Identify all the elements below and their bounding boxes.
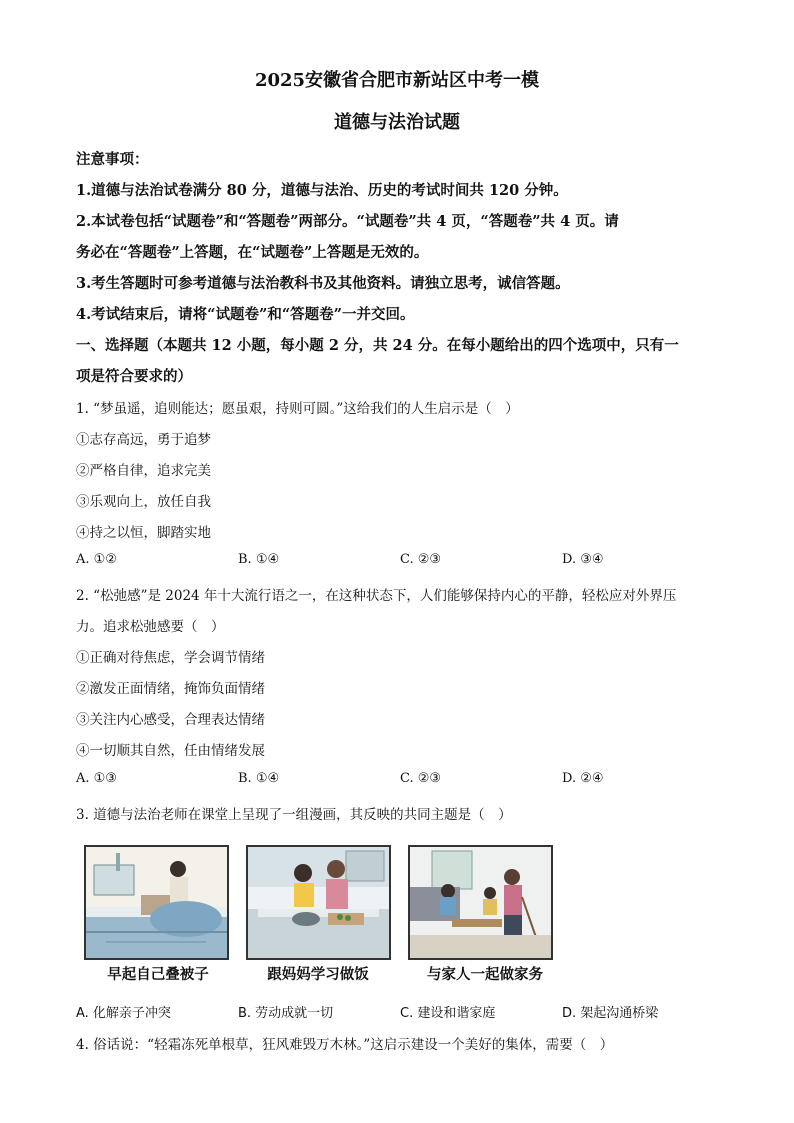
question-1-statement: ②严格自律，追求完美 — [76, 463, 211, 479]
question-2-option-a: A. ①③ — [76, 771, 117, 786]
question-3-option-a: A. 化解亲子冲突 — [76, 1006, 171, 1021]
section-heading: 一、选择题（本题共 12 小题，每小题 2 分，共 24 分。在每小题给出的四个选项中，只有一 — [76, 337, 679, 354]
question-2-option-b: B. ①④ — [238, 771, 280, 786]
notice-heading: 注意事项： — [76, 151, 149, 168]
notice-item: 2.本试卷包括“试题卷”和“答题卷”两部分。“试题卷”共 4 页，“答题卷”共 4 页。请 — [76, 213, 619, 230]
question-4-stem: 4. 俗话说：“轻霜冻死单根草，狂风难毁万木林。”这启示建设一个美好的集体，需要（ ） — [76, 1037, 614, 1053]
notice-item: 务必在“答题卷”上答题，在“试题卷”上答题是无效的。 — [76, 244, 429, 261]
exam-subtitle: 道德与法治试题 — [334, 112, 460, 133]
question-2-statement: ③关注内心感受，合理表达情绪 — [76, 712, 265, 728]
notice-item: 1.道德与法治试卷满分 80 分，道德与法治、历史的考试时间共 120 分钟。 — [76, 182, 568, 199]
section-heading-cont: 项是符合要求的） — [76, 368, 192, 385]
question-2-option-c: C. ②③ — [400, 771, 442, 786]
question-2-statement: ④一切顺其自然，任由情绪发展 — [76, 743, 265, 759]
question-3-option-c: C. 建设和谐家庭 — [400, 1006, 496, 1021]
question-1-statement: ③乐观向上，放任自我 — [76, 494, 211, 510]
question-1-statement: ④持之以恒，脚踏实地 — [76, 525, 211, 541]
cartoon-caption-3: 与家人一起做家务 — [427, 967, 543, 983]
question-2-stem-cont: 力。追求松弛感要（ ） — [76, 619, 225, 635]
question-1-option-c: C. ②③ — [400, 552, 442, 567]
question-1-option-d: D. ③④ — [562, 552, 604, 567]
cartoon-housework-with-family — [408, 845, 553, 960]
cartoon-folding-quilt — [84, 845, 229, 960]
cartoon-caption-2: 跟妈妈学习做饭 — [267, 967, 369, 983]
exam-title: 2025安徽省合肥市新站区中考一模 — [254, 70, 540, 91]
question-3-option-b: B. 劳动成就一切 — [238, 1006, 334, 1021]
question-1-stem: 1. “梦虽遥，追则能达；愿虽艰，持则可圆。”这给我们的人生启示是（ ） — [76, 401, 519, 417]
question-1-option-b: B. ①④ — [238, 552, 280, 567]
question-3-stem: 3. 道德与法治老师在课堂上呈现了一组漫画，其反映的共同主题是（ ） — [76, 807, 512, 823]
question-2-stem: 2. “松弛感”是 2024 年十大流行语之一，在这种状态下，人们能够保持内心的平静，轻松应对外界压 — [76, 588, 677, 604]
question-2-statement: ②激发正面情绪，掩饰负面情绪 — [76, 681, 265, 697]
question-1-statement: ①志存高远，勇于追梦 — [76, 432, 211, 448]
notice-item: 3.考生答题时可参考道德与法治教科书及其他资料。请独立思考，诚信答题。 — [76, 275, 570, 292]
notice-item: 4.考试结束后，请将“试题卷”和“答题卷”一并交回。 — [76, 306, 415, 323]
question-3-option-d: D. 架起沟通桥梁 — [562, 1006, 659, 1021]
cartoon-cooking-with-mom — [246, 845, 391, 960]
question-1-option-a: A. ①② — [76, 552, 117, 567]
question-2-option-d: D. ②④ — [562, 771, 604, 786]
question-2-statement: ①正确对待焦虑，学会调节情绪 — [76, 650, 265, 666]
cartoon-caption-1: 早起自己叠被子 — [107, 967, 209, 983]
